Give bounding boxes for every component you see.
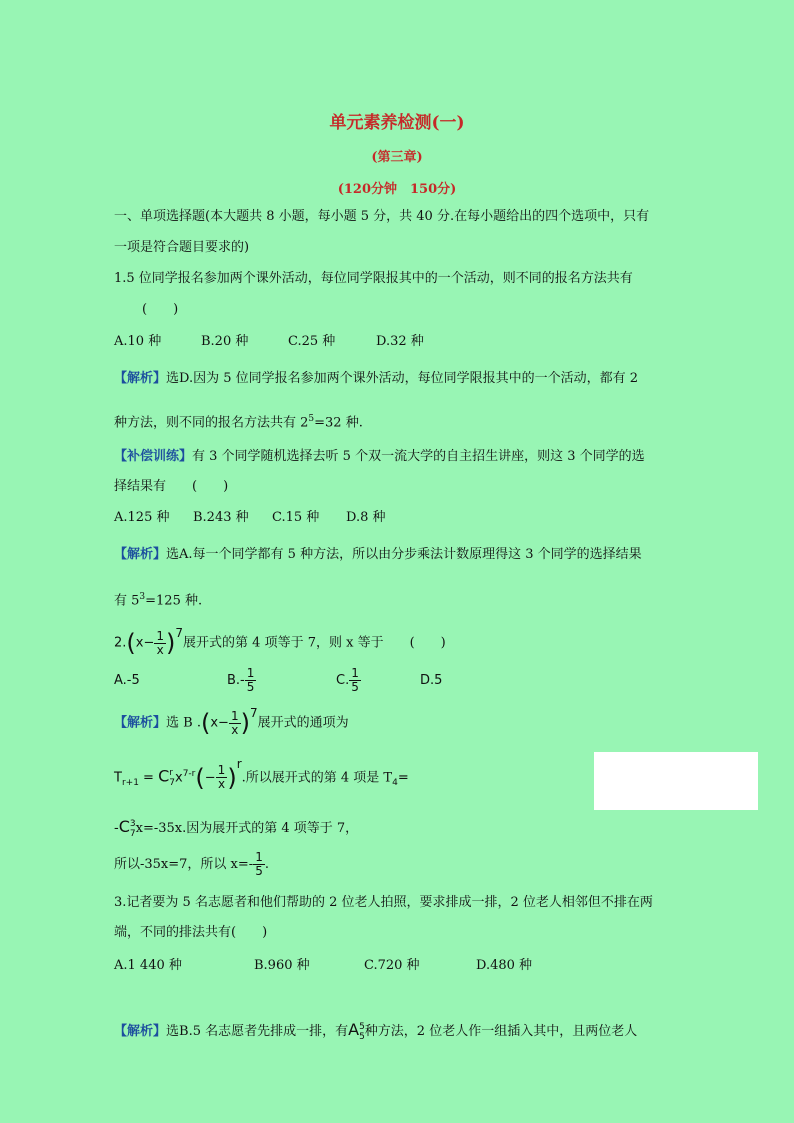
q3-option-a: A.1 440 种 <box>114 958 182 973</box>
q3-arrangement: A <box>348 1020 360 1039</box>
train-analysis-text1: 选A.每一个同学都有 5 种方法，所以由分步乘法计数原理得这 3 个同学的选择结果 <box>166 547 642 562</box>
q2-t4-equals: = <box>397 770 409 786</box>
blank-image-placeholder <box>594 752 758 810</box>
fraction-numerator: 1 <box>217 763 226 778</box>
q2-exponent: 7 <box>175 626 184 640</box>
fraction-denominator: x <box>156 642 164 657</box>
fraction-denominator: 5 <box>255 864 263 878</box>
q2-analysis-line3 <box>114 812 358 842</box>
q2-stem-text: 展开式的第 4 项等于 7，则 x 等于 ( ) <box>183 635 446 651</box>
q2-fraction <box>154 630 166 657</box>
q2-option-b <box>227 664 336 698</box>
q1-option-b: B.20 种 <box>201 334 249 349</box>
train-stem-line2: 择结果有 ( ) <box>114 479 229 494</box>
train-stem-text1: 有 3 个同学随机选择去听 5 个双一流大学的自主招生讲座，则这 3 个同学的选 <box>192 449 645 464</box>
left-paren-icon: ( <box>195 763 205 792</box>
train-analysis-text2b: =125 种. <box>145 593 203 609</box>
analysis-tag: 【解析】 <box>114 715 167 731</box>
q2-analysis-post: 展开式的通项为 <box>257 715 349 731</box>
q2-combination-sub: 7 <box>169 777 175 788</box>
fraction-denominator: x <box>217 777 226 792</box>
q1-analysis-text2a: 种方法，则不同的报名方法共有 2 <box>114 415 309 431</box>
q3-option-c: C.720 种 <box>364 958 420 973</box>
q1-analysis-exponent: 5 <box>308 414 315 424</box>
train-analysis-line2 <box>114 589 202 609</box>
q1-analysis-line1 <box>114 371 638 387</box>
q3-arrangement-sub: 5 <box>359 1031 365 1042</box>
q2-minus: − <box>143 635 155 651</box>
left-paren-icon: ( <box>200 709 211 737</box>
train-option-d: D.8 种 <box>346 510 386 525</box>
q2-t-subscript: r+1 <box>121 777 139 788</box>
q2-analysis-line1 <box>114 706 349 740</box>
train-analysis-text2a: 有 5 <box>114 593 140 609</box>
q3-stem-line1: 3.记者要为 5 名志愿者和他们帮助的 2 位老人拍照，要求排成一排，2 位老人相邻但不排在两 <box>114 895 653 910</box>
q1-option-a: A.10 种 <box>114 334 162 349</box>
q2-line3-text: x=-35x.因为展开式的第 4 项等于 7， <box>135 821 359 836</box>
fraction-denominator: 5 <box>246 680 255 694</box>
q2-option-c-fraction <box>349 667 361 694</box>
q1-option-c: C.25 种 <box>288 334 336 349</box>
section-heading-line1: 一、单项选择题(本大题共 8 小题，每小题 5 分，共 40 分.在每小题给出的四个选项中，只有 <box>114 209 650 224</box>
right-paren-icon: ) <box>227 763 237 792</box>
q3-option-d: D.480 种 <box>476 958 533 973</box>
q3-options <box>114 958 532 974</box>
fraction-numerator: 1 <box>246 666 255 680</box>
q2-option-a: A.-5 <box>114 673 140 688</box>
q2-analysis-line2 <box>114 757 409 791</box>
q2-r-exponent: r <box>236 757 242 771</box>
q2-x-power-sup: 7-r <box>182 769 196 779</box>
q3-analysis-line1 <box>114 1015 637 1045</box>
q3-arrangement-sup: 5 <box>359 1021 365 1032</box>
q2-t4-subscript: 4 <box>392 777 398 788</box>
q1-analysis-line2 <box>114 411 363 431</box>
q2-line3-pre: - <box>114 821 119 836</box>
analysis-tag: 【解析】 <box>114 547 167 562</box>
train-option-b: B.243 种 <box>193 510 249 525</box>
chapter-label: (第三章) <box>371 150 423 165</box>
time-score-label: (120分钟 150分) <box>337 182 457 197</box>
train-stem-line1 <box>114 449 645 465</box>
q2-exponent: 7 <box>249 706 258 720</box>
q3-analysis-post: 种方法，2 位老人作一组插入其中，且两位老人 <box>364 1024 638 1039</box>
q2-analysis-fraction2 <box>216 764 228 791</box>
q2-equals: = <box>138 770 159 786</box>
q3-stem-line2: 端，不同的排法共有( ) <box>114 925 268 940</box>
left-paren-icon: ( <box>126 629 136 657</box>
q2-analysis-pre: 选 B . <box>166 715 201 731</box>
fraction-numerator: 1 <box>255 850 263 864</box>
q2-t-rest: .所以展开式的第 4 项是 T <box>241 770 393 786</box>
q2-x: x <box>135 635 144 651</box>
q2-analysis-fraction <box>229 710 241 737</box>
q2-line4-text: 所以-35x=7，所以 x=- <box>114 857 254 872</box>
q1-analysis-text1: 选D.因为 5 位同学报名参加两个课外活动，每位同学限报其中的一个活动，都有 2 <box>166 371 639 386</box>
q2-minus: − <box>204 770 216 786</box>
q2-analysis-line4 <box>114 848 269 882</box>
fraction-numerator: 1 <box>351 666 359 680</box>
q2-line4-fraction <box>253 851 265 878</box>
q2-combination-sup: r <box>169 767 173 778</box>
q2-combination-sup: 3 <box>129 818 136 829</box>
q3-analysis-pre: 选B.5 名志愿者先排成一排，有 <box>166 1024 349 1039</box>
q2-option-d: D.5 <box>420 673 443 688</box>
page-title: 单元素养检测(一) <box>329 113 465 133</box>
right-paren-icon: ) <box>166 629 176 657</box>
train-analysis-line1 <box>114 547 642 563</box>
q1-stem: 1.5 位同学报名参加两个课外活动，每位同学限报其中的一个活动，则不同的报名方法共有 <box>114 271 633 286</box>
q2-option-b-label: B.- <box>227 673 245 688</box>
training-tag: 【补偿训练】 <box>114 449 193 464</box>
right-paren-icon: ) <box>240 709 250 737</box>
q2-x: x <box>210 715 219 731</box>
analysis-tag: 【解析】 <box>114 371 167 386</box>
q2-minus: − <box>218 715 229 731</box>
q2-combination: C <box>158 766 170 786</box>
train-option-a: A.125 种 <box>114 510 170 525</box>
train-options <box>114 510 386 526</box>
q2-stem <box>114 626 446 660</box>
fraction-denominator: 5 <box>351 680 359 694</box>
q2-option-b-fraction <box>245 667 257 694</box>
fraction-denominator: x <box>231 722 239 737</box>
train-analysis-exponent: 3 <box>139 592 146 602</box>
q2-combination-sub: 7 <box>129 828 136 839</box>
analysis-tag: 【解析】 <box>114 1024 167 1039</box>
q1-answer-paren: ( ) <box>142 302 179 317</box>
q1-analysis-text2b: =32 种. <box>314 415 363 431</box>
q2-options <box>114 664 442 698</box>
q1-option-d: D.32 种 <box>376 334 424 349</box>
q2-option-c <box>336 664 420 698</box>
q1-options <box>114 334 424 350</box>
section-heading-line2: 一项是符合题目要求的) <box>114 240 250 255</box>
q2-combination: C <box>118 817 130 836</box>
q3-option-b: B.960 种 <box>254 958 310 973</box>
q2-x-power: x <box>175 770 183 786</box>
q2-t-label: T <box>114 770 122 786</box>
fraction-numerator: 1 <box>156 628 165 643</box>
fraction-numerator: 1 <box>230 708 239 723</box>
q2-number: 2. <box>114 635 127 651</box>
train-option-c: C.15 种 <box>272 510 320 525</box>
q2-option-c-label: C. <box>336 673 350 688</box>
q2-line4-end: . <box>264 857 269 872</box>
